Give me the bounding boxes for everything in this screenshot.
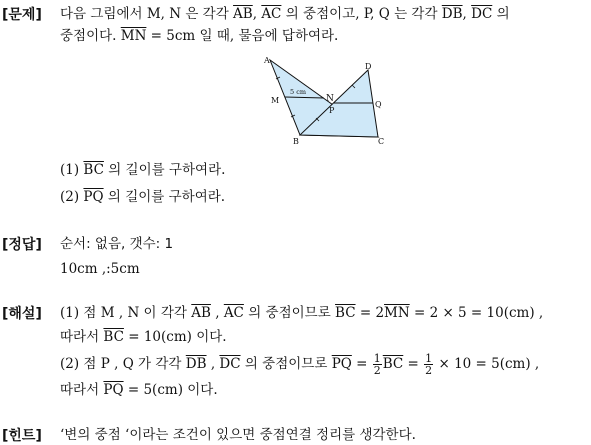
solution-line-1: (1) 점 M , N 이 각각 $\overline{AB}$ , $\overline{AC}$ 의 중점이므로 $\overline{BC} = 2\overline{MN} = 2 \times 5 = 10(cm)$ , (60, 305, 544, 321)
segment-mn: $\overline{MN}$ (120, 28, 147, 44)
answer-line-1: 순서: 없음, 갯수: 1 (60, 236, 174, 252)
fraction-half: $\frac{1}{2}$ (373, 352, 381, 377)
question-2: (2) $\overline{PQ}$ 의 길이를 구하여라. (60, 189, 226, 205)
label-C: C (378, 137, 385, 146)
segment-bc: $\overline{BC}$ (83, 162, 104, 178)
segment-pq: $\overline{PQ}$ (83, 189, 104, 205)
problem-line-2: 중점이다. $\overline{MN} = 5cm$ 일 때, 물음에 답하여라. (60, 28, 339, 44)
label-5cm: 5 cm (290, 88, 307, 96)
label-M: M (271, 96, 280, 105)
segment-ac: $\overline{AC}$ (261, 6, 282, 22)
segment-db: $\overline{DB}$ (441, 6, 463, 22)
hint-text: ‘변의 중점 ‘이라는 조건이 있으면 중점연결 정리를 생각한다. (60, 427, 416, 443)
solution-label: [해설] (2, 306, 42, 322)
problem-line-1: 다음 그림에서 M, N 은 각각 $\overline{AB}$, $\overline{AC}$ 의 중점이고, P, Q 는 각각 $\overline{DB}$, $\overline{DC}$ 의 (60, 6, 510, 22)
answer-line-2: 10cm ,:5cm (60, 261, 140, 277)
solution-line-4: 따라서 $\overline{PQ} = 5(cm)$ 이다. (60, 382, 218, 398)
segment-dc: $\overline{DC}$ (471, 6, 493, 22)
segment-ab: $\overline{AB}$ (233, 6, 253, 22)
problem-label: [문제] (2, 7, 42, 23)
label-A: A (264, 56, 270, 65)
answer-label: [정답] (2, 237, 42, 253)
question-1: (1) $\overline{BC}$ 의 길이를 구하여라. (60, 162, 226, 178)
geometry-figure (260, 55, 390, 150)
label-B: B (293, 137, 299, 146)
fraction-half: $\frac{1}{2}$ (425, 352, 433, 377)
label-Q: Q (375, 100, 382, 109)
label-P: P (329, 106, 335, 115)
label-D: D (365, 62, 372, 71)
solution-line-3: (2) 점 P , Q 가 각각 $\overline{DB}$ , $\overline{DC}$ 의 중점이므로 $\overline{PQ}$ = $\frac{1}{2}$ $\overline{BC}$ = $\frac{1}{2}$ × 10 = 5(cm) , (60, 352, 540, 377)
solution-line-2: 따라서 $\overline{BC} = 10(cm)$ 이다. (60, 329, 227, 345)
hint-label: [힌트] (2, 428, 42, 444)
label-N: N (326, 94, 334, 104)
